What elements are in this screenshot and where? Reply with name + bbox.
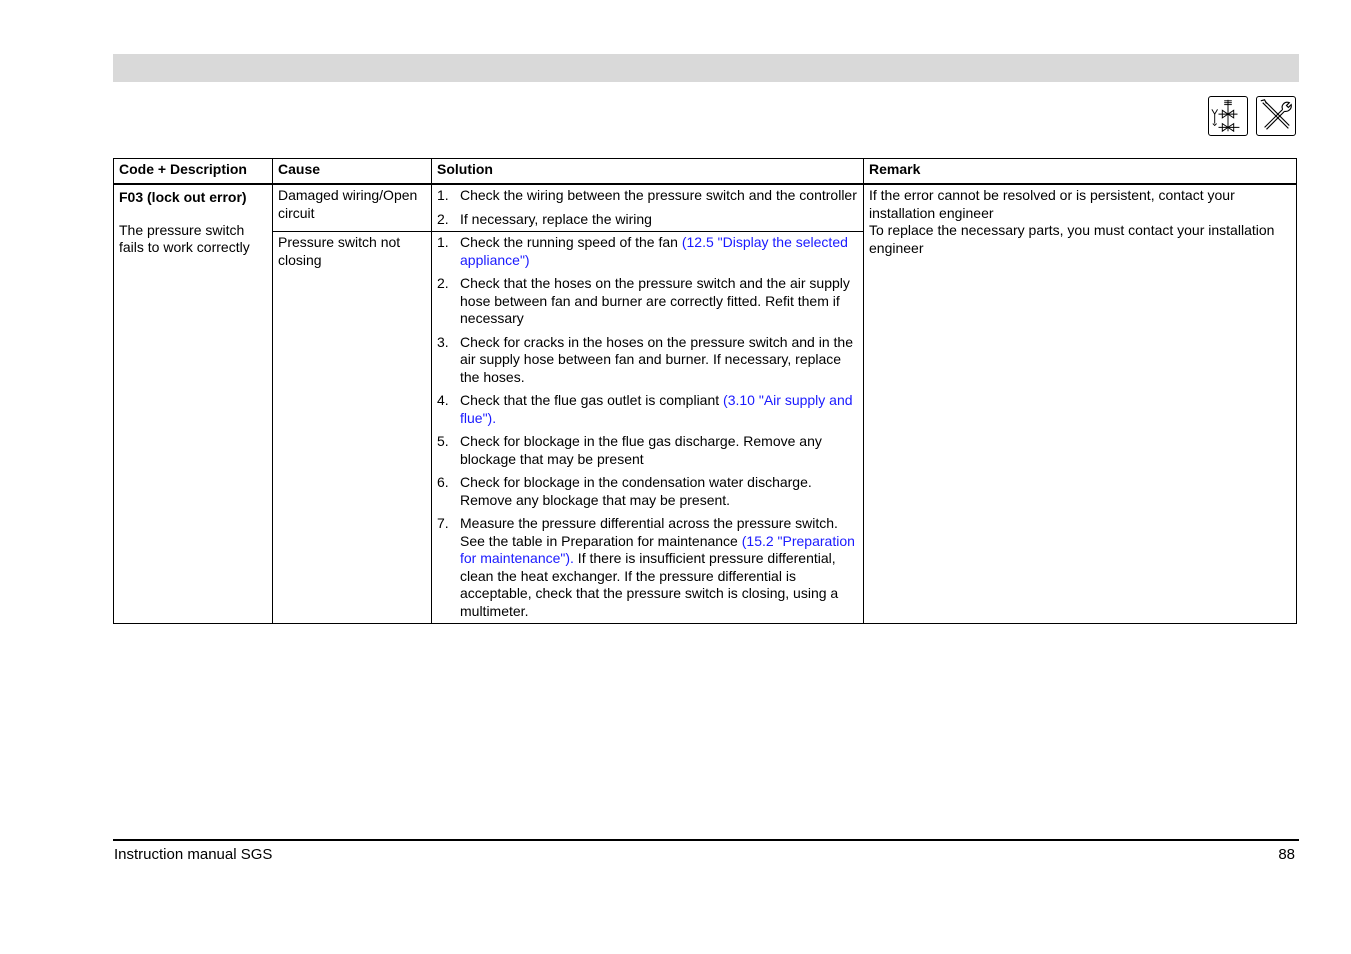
section-link[interactable]: (15.2 "Preparation for maintenance"). [460, 532, 855, 566]
page-number: 88 [1278, 846, 1295, 863]
header-remark: Remark [864, 159, 1297, 185]
header-cause: Cause [273, 159, 432, 185]
error-code: F03 (lock out error) [119, 189, 247, 205]
list-item: 6. Check for blockage in the condensation water discharge. Remove any blockage that may be present. [437, 474, 812, 508]
list-item: 1. Check the wiring between the pressure switch and the controller [437, 187, 857, 203]
remark-cell [864, 184, 1297, 624]
list-item: 4. Check that the flue gas outlet is compliant (3.10 "Air supply and flue"). [437, 392, 853, 426]
header-solution: Solution [432, 159, 864, 185]
remark-text: To replace the necessary parts, you must contact your installation engineer [869, 222, 1275, 256]
table-row [114, 184, 1297, 232]
list-item: 7. Measure the pressure differential across the pressure switch. See the table in Preparation for maintenance (15.2 "Preparation for maintenance"). If there is insufficient pressure differential, clean the heat exchanger. If the pressure differential is acceptable, check that the pressure switch is closing, using a multimeter. [437, 515, 855, 619]
code-description-cell [114, 184, 273, 624]
installer-diagram-icon [1208, 96, 1248, 136]
list-item: 5. Check for blockage in the flue gas discharge. Remove any blockage that may be present [437, 433, 822, 467]
solution-cell [432, 184, 864, 232]
footer-divider [113, 839, 1299, 841]
list-item: 3. Check for cracks in the hoses on the pressure switch and in the air supply hose between fan and burner. If necessary, replace the hoses. [437, 333, 853, 385]
fault-table [113, 158, 1297, 624]
cause-cell: Pressure switch not closing [273, 232, 432, 624]
solution-cell [432, 232, 864, 624]
list-item: 2. Check that the hoses on the pressure switch and the air supply hose between fan and burner are correctly fitted. Refit them if necessary [437, 275, 850, 326]
tools-icon [1256, 96, 1296, 136]
section-link[interactable]: (3.10 "Air supply and flue"). [460, 392, 853, 426]
cause-cell: Damaged wiring/Open circuit [273, 184, 432, 232]
section-link[interactable]: (12.5 "Display the selected appliance") [460, 234, 848, 268]
header-bar [113, 54, 1299, 82]
table-header-row [114, 159, 1297, 185]
error-description: The pressure switch fails to work correctly [119, 221, 250, 255]
footer-title: Instruction manual SGS [114, 846, 273, 863]
list-item: 1. Check the running speed of the fan (12.5 "Display the selected appliance") [437, 234, 848, 268]
header-code: Code + Description [114, 159, 273, 185]
list-item: 2. If necessary, replace the wiring [437, 210, 652, 227]
remark-text: If the error cannot be resolved or is persistent, contact your installation engineer [869, 187, 1235, 221]
